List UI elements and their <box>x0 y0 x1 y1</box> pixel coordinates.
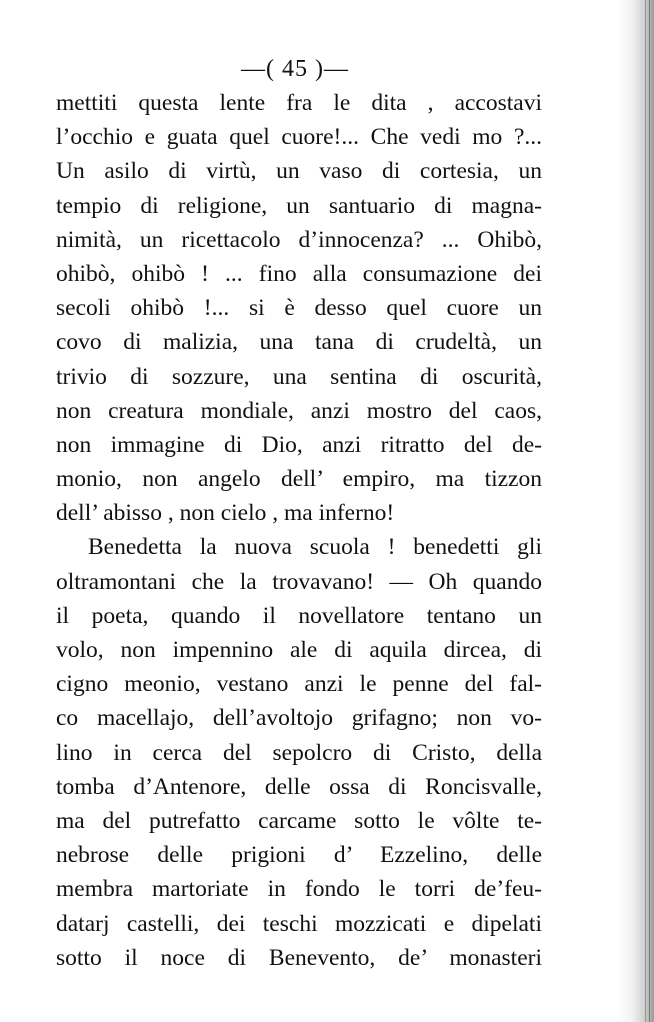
text-line: ma del putrefatto carcame sotto le vôlte te- <box>56 807 542 834</box>
text-line: membra martoriate in fondo le torri de’feu- <box>56 876 542 903</box>
text-line: lino in cerca del sepolcro di Cristo, della <box>56 739 542 766</box>
text-line: dell’ abisso , non cielo , ma inferno! <box>56 500 395 527</box>
text-line: oltramontani che la trovavano! — Oh quando <box>56 568 542 595</box>
edge-line <box>645 0 646 1022</box>
text-line: cigno meonio, vestano anzi le penne del fal- <box>56 671 542 698</box>
text-line: monio, non angelo dell’ empiro, ma tizzon <box>56 466 542 493</box>
text-line: secoli ohibò !... si è desso quel cuore un <box>56 295 542 322</box>
paragraph-1 <box>56 86 542 530</box>
text-line: non immagine di Dio, anzi ritratto del de- <box>56 431 542 458</box>
text-line: tomba d’Antenore, delle ossa di Roncisvalle, <box>56 773 542 800</box>
text-line: covo di malizia, una tana di crudeltà, un <box>56 329 542 356</box>
text-line: datarj castelli, dei teschi mozzicati e dipelati <box>56 910 542 937</box>
text-line: mettiti questa lente fra le dita , accostavi <box>56 90 542 116</box>
text-line: tempio di religione, un santuario di magna- <box>56 192 542 219</box>
body-text <box>56 86 542 975</box>
text-line: l’occhio e guata quel cuore!... Che vedi mo ?... <box>56 124 542 151</box>
text-line: co macellajo, dell’avoltojo grifagno; non vo- <box>56 705 542 732</box>
text-line: Un asilo di virtù, un vaso di cortesia, un <box>56 158 542 185</box>
paragraph-2 <box>56 530 542 974</box>
text-line: trivio di sozzure, una sentina di oscurità, <box>56 363 542 390</box>
text-line: nimità, un ricettacolo d’innocenza? ... Ohibò, <box>56 226 542 253</box>
text-line: nebrose delle prigioni d’ Ezzelino, delle <box>56 842 542 869</box>
text-line: il poeta, quando il novellatore tentano un <box>56 602 542 629</box>
text-line: sotto il noce di Benevento, de’ monasteri <box>56 944 542 971</box>
page-binding-edge <box>618 0 654 1022</box>
text-line: non creatura mondiale, anzi mostro del caos, <box>56 397 542 424</box>
text-line: volo, non impennino ale di aquila dircea, di <box>56 637 542 663</box>
edge-line <box>649 0 650 1022</box>
text-line: Benedetta la nuova scuola ! benedetti gli <box>88 534 542 561</box>
text-line: ohibò, ohibò ! ... fino alla consumazione dei <box>56 260 542 287</box>
page-number: —( 45 )— <box>241 56 349 82</box>
